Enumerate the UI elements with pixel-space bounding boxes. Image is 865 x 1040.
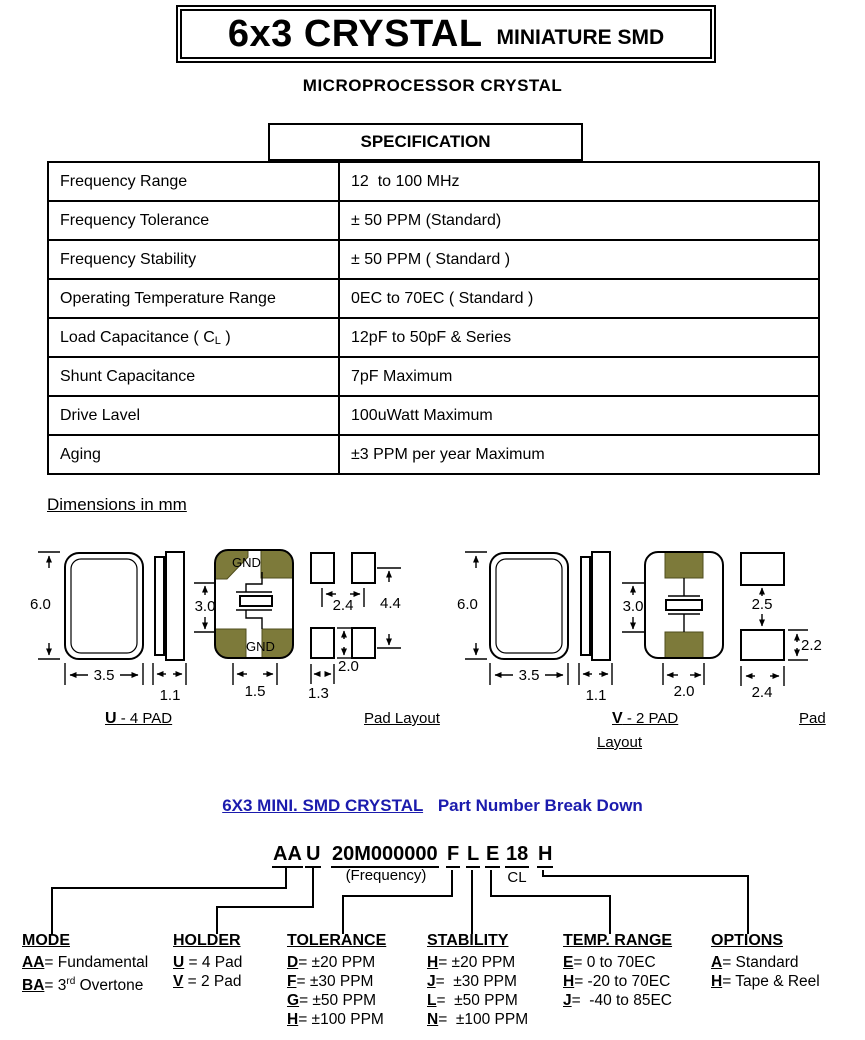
list-item: E= 0 to 70EC: [563, 954, 656, 971]
spec-label: Frequency Tolerance: [48, 201, 339, 240]
u-top-view: [65, 553, 143, 659]
legend-stability: STABILITY H= ±20 PPM J= ±30 PPM L= ±50 PPM N= ±100 PPM: [427, 932, 529, 1028]
dimension-drawings: [0, 538, 865, 710]
layout-pad: [352, 553, 375, 583]
crystal-lead: [246, 572, 262, 592]
list-item: H= -20 to 70EC: [563, 973, 671, 990]
spec-header-box: SPECIFICATION: [268, 123, 583, 161]
table-row: [48, 357, 819, 396]
spec-table: [47, 161, 820, 475]
dimensions-heading: Dimensions in mm: [47, 495, 187, 514]
list-item: G= ±50 PPM: [287, 992, 377, 1009]
connector-tolerance: [343, 870, 452, 934]
crystal-lead: [246, 610, 262, 629]
spec-value: 12pF to 50pF & Series: [339, 318, 819, 357]
dimension-label: 1.5: [244, 683, 266, 700]
spec-value: 100uWatt Maximum: [339, 396, 819, 435]
spec-label: Shunt Capacitance: [48, 357, 339, 396]
spec-label: Aging: [48, 435, 339, 474]
breakdown-heading-rest: Part Number Break Down: [437, 796, 643, 815]
spec-label: Frequency Range: [48, 162, 339, 201]
dimension-label: 2.0: [673, 683, 695, 700]
cl-note: CL: [507, 869, 527, 886]
breakdown-heading: [0, 796, 865, 816]
pn-segment-mode: AA: [272, 843, 303, 868]
title-box: [176, 5, 716, 63]
legend-mode: MODE AA= Fundamental BA= 3rd Overtone: [22, 932, 149, 995]
list-item: F= ±30 PPM: [287, 973, 374, 990]
dimension-label: 3.0: [194, 598, 216, 615]
v-pad-layout-caption-1: Pad: [799, 710, 826, 727]
v-caption: V - 2 PAD: [612, 710, 679, 727]
v-pad-span-dim: [622, 583, 644, 632]
u-pad-pitch-dim: [233, 663, 277, 700]
u-height-dim: [30, 552, 60, 659]
spec-value: ± 50 PPM (Standard): [339, 201, 819, 240]
pn-segment-options: H: [537, 843, 553, 868]
list-item: V = 2 Pad: [173, 973, 242, 990]
dimension-label: 2.5: [751, 596, 773, 613]
list-item: H= ±100 PPM: [287, 1011, 384, 1028]
spec-value: 7pF Maximum: [339, 357, 819, 396]
list-item: U = 4 Pad: [173, 954, 243, 971]
dimension-label: 2.4: [332, 597, 354, 614]
spec-label: Frequency Stability: [48, 240, 339, 279]
u-pad-view: [215, 550, 293, 658]
subscript-l: L: [214, 334, 221, 347]
spec-value: 0EC to 70EC ( Standard ): [339, 279, 819, 318]
crystal-series-link[interactable]: 6X3 MINI. SMD CRYSTAL: [222, 796, 424, 815]
dimension-label: 1.1: [585, 687, 607, 704]
crystal-symbol: [666, 600, 702, 610]
v-height-dim: [457, 552, 487, 659]
connector-options: [543, 870, 748, 934]
gnd-label-top: GND: [232, 555, 261, 570]
pn-segment-cl: 18: [505, 843, 529, 868]
dimension-label: 3.5: [93, 667, 115, 684]
dimension-label: 2.2: [801, 637, 822, 654]
pad: [665, 632, 703, 658]
dimension-label: 6.0: [30, 596, 51, 613]
connector-holder: [217, 867, 313, 934]
legend-holder: HOLDER U = 4 Pad V = 2 Pad: [173, 932, 243, 990]
v-side-view: [581, 552, 610, 660]
pn-segment-frequency: 20M000000: [331, 843, 439, 868]
table-row: [48, 201, 819, 240]
layout-pad: [311, 553, 334, 583]
u-thickness-dim: [153, 663, 186, 704]
list-item: H= ±20 PPM: [427, 954, 516, 971]
v-top-view: [490, 553, 568, 659]
dimension-label: 2.0: [338, 658, 359, 675]
pn-segment-stability: L: [466, 843, 480, 868]
spec-value: ± 50 PPM ( Standard ): [339, 240, 819, 279]
list-item: N= ±100 PPM: [427, 1011, 529, 1028]
pn-segment-holder: U: [305, 843, 321, 868]
pn-segment-tolerance: F: [446, 843, 460, 868]
dimension-label: 4.4: [380, 595, 401, 612]
subtitle: MICROPROCESSOR CRYSTAL: [302, 76, 563, 95]
breakdown-connector-lines: [0, 866, 865, 936]
v-pad-layout-caption-2: Layout: [597, 734, 643, 751]
layout-pad: [741, 630, 784, 660]
frequency-note: (Frequency): [345, 867, 427, 884]
list-item: BA= 3rd Overtone: [22, 976, 144, 995]
spec-value: ±3 PPM per year Maximum: [339, 435, 819, 474]
layout-pad: [311, 628, 334, 658]
list-item: J= ±30 PPM: [427, 973, 517, 990]
legend-tolerance: TOLERANCE D= ±20 PPM F= ±30 PPM G= ±50 PPM H= ±100 PPM: [287, 932, 387, 1028]
table-row: [48, 162, 819, 201]
dimension-label: 3.0: [622, 598, 644, 615]
connector-mode: [52, 867, 286, 934]
list-item: D= ±20 PPM: [287, 954, 376, 971]
gnd-label-bottom: GND: [246, 639, 275, 654]
list-item: J= -40 to 85EC: [563, 992, 673, 1009]
spec-label: Load Capacitance ( CL ): [48, 318, 339, 357]
dimension-label: 3.5: [518, 667, 540, 684]
table-row: [48, 435, 819, 474]
layout-pad: [741, 553, 784, 585]
table-row: [48, 279, 819, 318]
dimension-label: 6.0: [457, 596, 478, 613]
spec-label: Operating Temperature Range: [48, 279, 339, 318]
list-item: L= ±50 PPM: [427, 992, 518, 1009]
crystal-symbol: [240, 596, 272, 606]
list-item: H= Tape & Reel: [711, 973, 820, 990]
u-pad-span-dim: [194, 583, 216, 632]
u-pad-layout-caption: Pad Layout: [364, 710, 440, 727]
v-thickness-dim: [579, 663, 612, 704]
pad: [665, 552, 703, 578]
table-row: [48, 318, 819, 357]
legend-temp-range: TEMP. RANGE E= 0 to 70EC H= -20 to 70EC J= -40 to 85EC: [563, 932, 673, 1009]
connector-temp-range: [491, 870, 610, 934]
table-row: [48, 240, 819, 279]
spec-label: Drive Lavel: [48, 396, 339, 435]
dimension-label: 1.3: [308, 685, 329, 702]
page-title-suffix: MINIATURE SMD: [496, 26, 665, 49]
legend-options: OPTIONS A= Standard H= Tape & Reel: [711, 932, 820, 990]
table-row: [48, 396, 819, 435]
page-title: 6x3 CRYSTAL: [227, 12, 483, 55]
v-pad-view: [645, 552, 723, 658]
spec-value: 12 to 100 MHz: [339, 162, 819, 201]
u-width-dim: [65, 663, 143, 685]
dimension-label: 2.4: [751, 684, 773, 701]
pn-segment-temp: E: [485, 843, 500, 868]
title-inner-frame: [180, 9, 712, 59]
v-pad-width-dim: [663, 663, 704, 700]
v-pad-layout: [741, 553, 822, 701]
dimension-label: 1.1: [159, 687, 181, 704]
u-side-view: [155, 552, 184, 660]
layout-pad: [352, 628, 375, 658]
list-item: A= Standard: [711, 954, 799, 971]
v-width-dim: [490, 663, 568, 685]
list-item: AA= Fundamental: [22, 954, 149, 971]
u-caption: U - 4 PAD: [105, 710, 173, 727]
u-pad-layout: [308, 553, 401, 702]
